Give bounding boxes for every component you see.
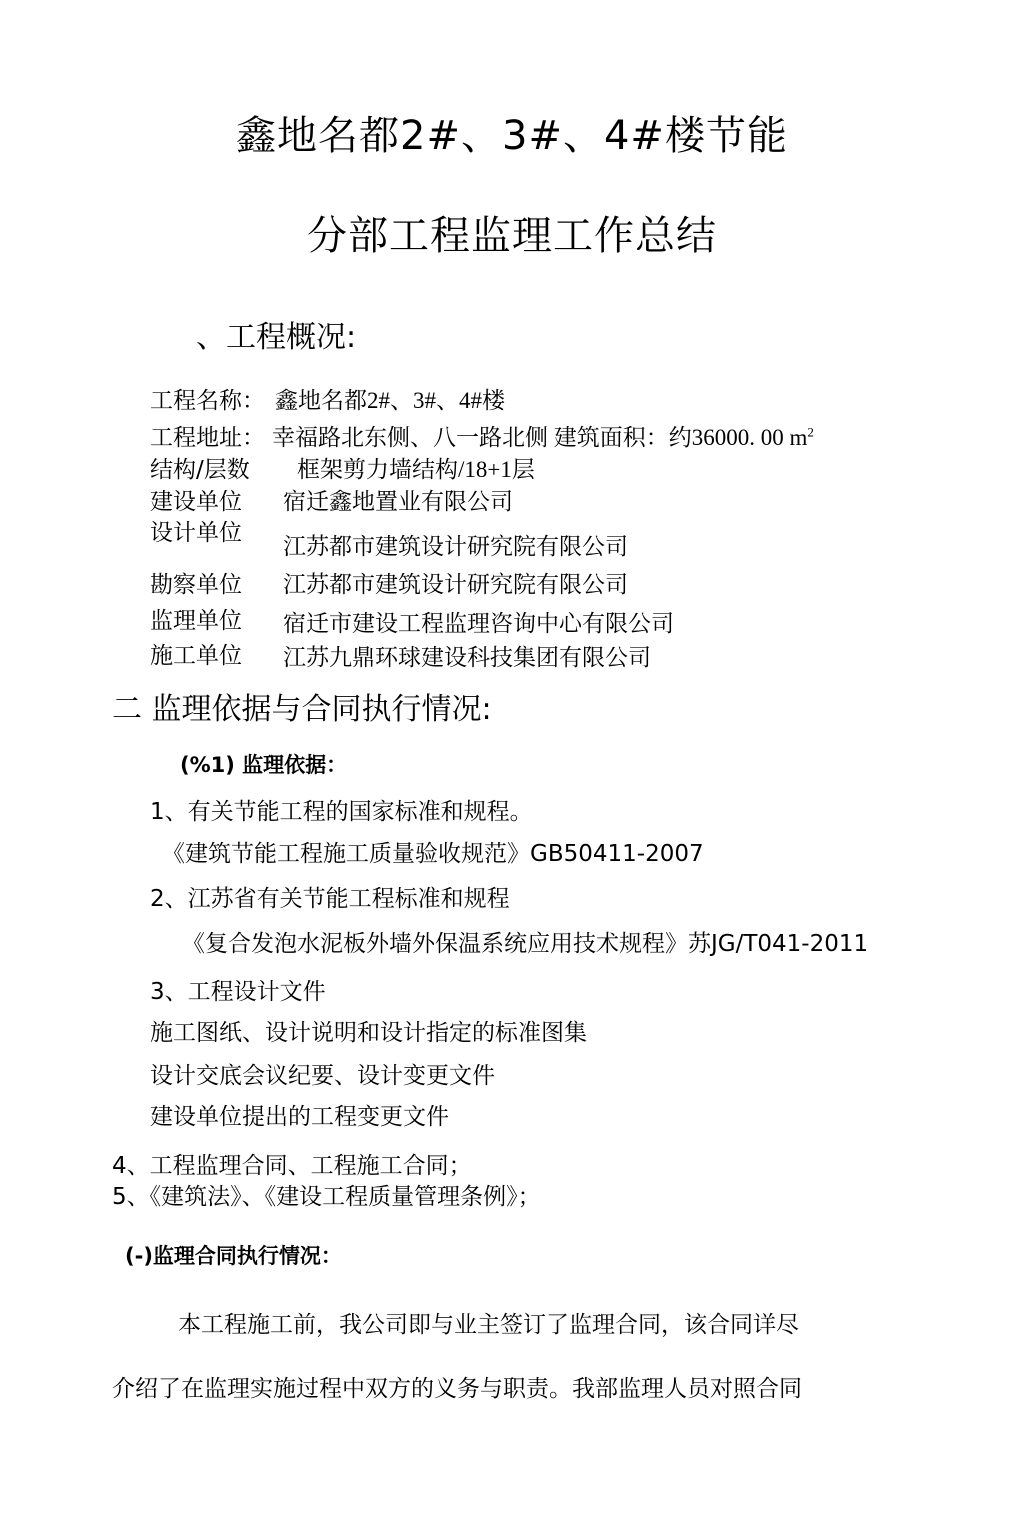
item-2: 2、江苏省有关节能工程标准和规程 xyxy=(150,886,510,912)
row-project-name-label: 工程名称： xyxy=(150,388,265,414)
row-owner-label: 建设单位 xyxy=(150,489,242,515)
row-designer-value: 江苏都市建筑设计研究院有限公司 xyxy=(283,534,628,560)
item-3-drawings: 施工图纸、设计说明和设计指定的标准图集 xyxy=(150,1020,587,1046)
document-title-line1: 鑫地名都2#、3#、4#楼节能 xyxy=(236,113,788,159)
item-3-minutes: 设计交底会议纪要、设计变更文件 xyxy=(150,1063,495,1089)
row-supervisor-value: 宿迁市建设工程监理咨询中心有限公司 xyxy=(283,611,674,637)
row-survey-label: 勘察单位 xyxy=(150,572,242,598)
row-address-text: 幸福路北东侧、八一路北侧 建筑面积：约36000. 00 m xyxy=(272,425,808,450)
superscript-2: 2 xyxy=(807,424,814,440)
row-address-value xyxy=(272,419,814,452)
row-owner-value: 宿迁鑫地置业有限公司 xyxy=(283,489,513,515)
subsection-contract-heading: (-)监理合同执行情况： xyxy=(125,1244,342,1268)
section1-heading: 、工程概况: xyxy=(196,320,357,355)
row-designer-label: 设计单位 xyxy=(150,520,242,546)
row-address-label: 工程地址： xyxy=(150,425,265,451)
item-3: 3、工程设计文件 xyxy=(150,979,326,1005)
row-contractor-label: 施工单位 xyxy=(150,643,242,669)
paragraph-line-1: 本工程施工前，我公司即与业主签订了监理合同，该合同详尽 xyxy=(178,1312,799,1338)
row-project-name-value: 鑫地名都2#、3#、4#楼 xyxy=(275,388,505,413)
row-contractor-value: 江苏九鼎环球建设科技集团有限公司 xyxy=(283,645,651,671)
row-supervisor-label: 监理单位 xyxy=(150,608,242,634)
paragraph-line-2: 介绍了在监理实施过程中双方的义务与职责。我部监理人员对照合同 xyxy=(112,1376,802,1402)
subsection-basis-heading: (%1) 监理依据： xyxy=(180,753,348,777)
item-2-standard: 《复合发泡水泥板外墙外保温系统应用技术规程》苏JG/T041-2011 xyxy=(182,931,869,957)
section2-heading: 二 监理依据与合同执行情况: xyxy=(112,692,492,727)
item-1-standard: 《建筑节能工程施工质量验收规范》GB50411-2007 xyxy=(162,841,704,867)
item-4: 4、工程监理合同、工程施工合同； xyxy=(112,1153,472,1179)
item-3-changes: 建设单位提出的工程变更文件 xyxy=(150,1104,449,1130)
row-survey-value: 江苏都市建筑设计研究院有限公司 xyxy=(283,572,628,598)
item-5: 5、《建筑法》、《建设工程质量管理条例》； xyxy=(112,1184,541,1210)
document-title-line2: 分部工程监理工作总结 xyxy=(307,213,717,259)
row-structure-label: 结构/层数 xyxy=(150,457,250,483)
row-structure-value: 框架剪力墙结构/18+1层 xyxy=(297,457,535,482)
item-1: 1、有关节能工程的国家标准和规程。 xyxy=(150,799,533,825)
